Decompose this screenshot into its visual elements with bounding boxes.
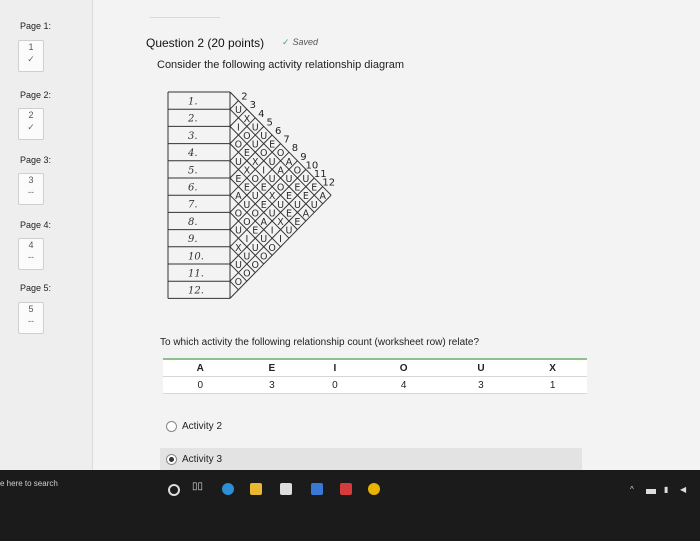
- relationship-cell-letter: U: [243, 199, 251, 211]
- relationship-cell-letter: U: [234, 260, 242, 271]
- header-cell: A: [163, 359, 238, 377]
- activity-label: 10.: [188, 251, 204, 263]
- relationship-cell-letter: I: [245, 234, 249, 246]
- relationship-cell-letter: A: [277, 165, 284, 177]
- mail-icon[interactable]: [311, 483, 323, 495]
- relationship-cell-letter: A: [319, 191, 326, 203]
- relationship-cell-letter: O: [234, 139, 243, 151]
- edge-icon[interactable]: [222, 483, 234, 495]
- relationship-cell-letter: U: [302, 174, 310, 185]
- relationship-cell-letter: O: [259, 148, 268, 160]
- page-button-5[interactable]: [18, 302, 44, 334]
- activity-label: 11.: [188, 268, 204, 280]
- relationship-cell-letter: E: [302, 191, 309, 203]
- relationship-cell-letter: U: [234, 105, 242, 117]
- top-activity-number: 2: [241, 91, 248, 103]
- relationship-cell-letter: O: [243, 268, 251, 280]
- relationship-cell-letter: X: [252, 156, 259, 168]
- taskbar-search[interactable]: e here to search: [0, 479, 58, 488]
- relationship-cell-letter: U: [285, 225, 293, 237]
- page-navigator: [0, 0, 93, 470]
- activity-label: 4.: [188, 148, 198, 160]
- saved-label: Saved: [292, 37, 319, 47]
- relationship-cell-letter: E: [252, 225, 259, 237]
- page-number: 4: [28, 240, 34, 250]
- relationship-cell-letter: U: [260, 131, 268, 142]
- tray-chevron-icon[interactable]: ^: [630, 485, 634, 494]
- count-cell: 0: [163, 377, 238, 394]
- relationship-cell-letter: X: [243, 113, 251, 125]
- page-button-1[interactable]: [18, 40, 44, 72]
- activity-label: 7.: [188, 199, 198, 211]
- relationship-cell-letter: O: [251, 260, 260, 271]
- check-icon: ✓: [282, 37, 290, 47]
- count-cell: 0: [306, 377, 363, 394]
- page-label-4: Page 4:: [20, 220, 52, 230]
- relationship-cell-letter: U: [234, 225, 242, 237]
- option-activity-3[interactable]: [160, 448, 582, 470]
- question-text: To which activity the following relationship count (worksheet row) relate?: [160, 337, 480, 348]
- relationship-cell-letter: E: [260, 182, 267, 194]
- question-prompt: Consider the following activity relationship diagram: [157, 59, 405, 71]
- activity-label: 2.: [188, 113, 198, 125]
- count-cell: 4: [364, 377, 444, 394]
- relationship-count-table: [163, 358, 587, 394]
- page-button-4[interactable]: [18, 238, 44, 270]
- page-button-2[interactable]: [18, 108, 44, 140]
- relationship-cell-letter: E: [243, 148, 250, 160]
- top-activity-number: 11: [313, 169, 327, 180]
- top-activity-number: 8: [291, 143, 299, 155]
- count-cell: 3: [238, 377, 307, 394]
- task-view-icon[interactable]: ▯▯: [192, 481, 204, 492]
- activity-label: 9.: [188, 234, 198, 246]
- relationship-cell-letter: E: [243, 182, 250, 194]
- page-label-2: Page 2:: [20, 90, 52, 100]
- relationship-cell-letter: U: [285, 174, 293, 185]
- relationship-cell-letter: U: [234, 156, 242, 168]
- relationship-cell-letter: E: [311, 182, 318, 194]
- unanswered-mark: --: [28, 187, 34, 197]
- page-label-5: Page 5:: [20, 283, 52, 293]
- relationship-cell-letter: U: [243, 251, 251, 263]
- cortana-icon[interactable]: [168, 484, 180, 496]
- relationship-cell-letter: E: [294, 182, 301, 194]
- page-label-1: Page 1:: [20, 21, 52, 31]
- activity-label: 12.: [188, 285, 204, 297]
- relationship-cell-letter: O: [259, 251, 268, 263]
- option-activity-2[interactable]: [160, 415, 582, 437]
- relationship-cell-letter: E: [294, 217, 301, 228]
- saved-status: [282, 37, 318, 48]
- header-cell: O: [364, 359, 444, 377]
- relationship-cell-letter: I: [279, 234, 282, 246]
- table-row: [163, 377, 587, 394]
- radio-button[interactable]: [166, 421, 177, 432]
- relationship-cell-letter: I: [270, 225, 274, 237]
- top-activity-number: 3: [249, 100, 257, 112]
- store-icon[interactable]: [280, 483, 292, 495]
- file-explorer-icon[interactable]: [250, 483, 262, 495]
- option-label: Activity 2: [182, 420, 223, 432]
- relationship-cell-letter: U: [251, 139, 259, 151]
- relationship-cell-letter: E: [285, 191, 293, 203]
- page-label-3: Page 3:: [20, 155, 52, 165]
- top-activity-number: 9: [300, 151, 307, 163]
- relationship-cell-letter: A: [260, 217, 267, 228]
- page-button-3[interactable]: [18, 173, 44, 205]
- top-activity-number: 4: [258, 108, 265, 120]
- divider: [150, 17, 220, 18]
- relationship-cell-letter: A: [285, 156, 293, 168]
- radio-button[interactable]: [166, 454, 177, 465]
- check-icon: ✓: [27, 122, 35, 132]
- activity-label: 3.: [188, 130, 198, 142]
- relationship-cell-letter: U: [277, 199, 285, 211]
- activity-label: 5.: [188, 165, 198, 177]
- activity-relationship-diagram: [160, 88, 460, 310]
- relationship-cell-letter: O: [234, 277, 243, 289]
- unanswered-mark: --: [28, 252, 34, 262]
- relationship-cell-letter: E: [285, 208, 293, 220]
- relationship-cell-letter: O: [243, 217, 251, 228]
- relationship-cell-letter: O: [293, 165, 302, 177]
- count-cell: 1: [518, 377, 587, 394]
- relationship-cell-letter: A: [302, 208, 310, 220]
- relationship-cell-letter: A: [235, 191, 242, 203]
- battery-icon: [646, 489, 656, 494]
- relationship-cell-letter: U: [251, 191, 259, 203]
- relationship-cell-letter: U: [251, 242, 259, 254]
- relationship-cell-letter: X: [277, 217, 284, 228]
- relationship-cell-letter: O: [268, 242, 276, 254]
- activity-label: 6.: [188, 182, 198, 194]
- relationship-cell-letter: O: [276, 148, 285, 160]
- volume-icon[interactable]: ◀: [680, 485, 687, 494]
- relationship-cell-letter: X: [235, 242, 242, 254]
- page-number: 5: [28, 304, 34, 314]
- relationship-chart-svg: [160, 88, 460, 310]
- relationship-cell-letter: E: [269, 139, 276, 151]
- relationship-cell-letter: O: [234, 208, 243, 220]
- office-icon[interactable]: [340, 483, 352, 495]
- relationship-cell-letter: I: [237, 122, 240, 134]
- unanswered-mark: --: [28, 316, 34, 326]
- top-activity-number: 10: [305, 160, 319, 172]
- check-icon: ✓: [27, 54, 35, 64]
- option-label: Activity 3: [182, 453, 223, 465]
- relationship-cell-letter: X: [243, 165, 251, 177]
- page-number: 2: [28, 110, 34, 120]
- top-activity-number: 12: [322, 177, 336, 189]
- relationship-cell-letter: O: [251, 208, 260, 220]
- count-cell: 3: [444, 377, 519, 394]
- relationship-cell-letter: O: [276, 182, 285, 194]
- top-activity-number: 6: [274, 126, 282, 137]
- header-cell: I: [306, 359, 363, 377]
- relationship-cell-letter: X: [268, 191, 276, 203]
- header-cell: E: [238, 359, 307, 377]
- page-number: 3: [28, 175, 34, 185]
- activity-label: 1.: [188, 96, 198, 108]
- top-activity-number: 7: [283, 134, 290, 146]
- relationship-cell-letter: I: [262, 165, 266, 177]
- relationship-cell-letter: U: [260, 234, 268, 246]
- relationship-cell-letter: U: [251, 122, 259, 134]
- relationship-cell-letter: O: [243, 131, 251, 142]
- top-activity-number: 5: [266, 117, 273, 129]
- relationship-cell-letter: U: [293, 199, 301, 211]
- chrome-icon[interactable]: [368, 483, 380, 495]
- header-cell: X: [518, 359, 587, 377]
- relationship-cell-letter: E: [260, 199, 267, 211]
- header-cell: U: [444, 359, 519, 377]
- relationship-cell-letter: O: [251, 174, 260, 185]
- taskbar: [0, 470, 700, 541]
- table-header-row: [163, 359, 587, 377]
- relationship-cell-letter: U: [310, 199, 318, 211]
- relationship-cell-letter: U: [268, 208, 276, 220]
- relationship-cell-letter: U: [268, 174, 276, 185]
- question-title: Question 2 (20 points): [146, 36, 265, 50]
- network-icon: ▮: [664, 485, 669, 494]
- page-number: 1: [28, 42, 34, 52]
- activity-label: 8.: [188, 216, 198, 228]
- relationship-cell-letter: E: [235, 174, 242, 185]
- relationship-cell-letter: U: [268, 156, 276, 168]
